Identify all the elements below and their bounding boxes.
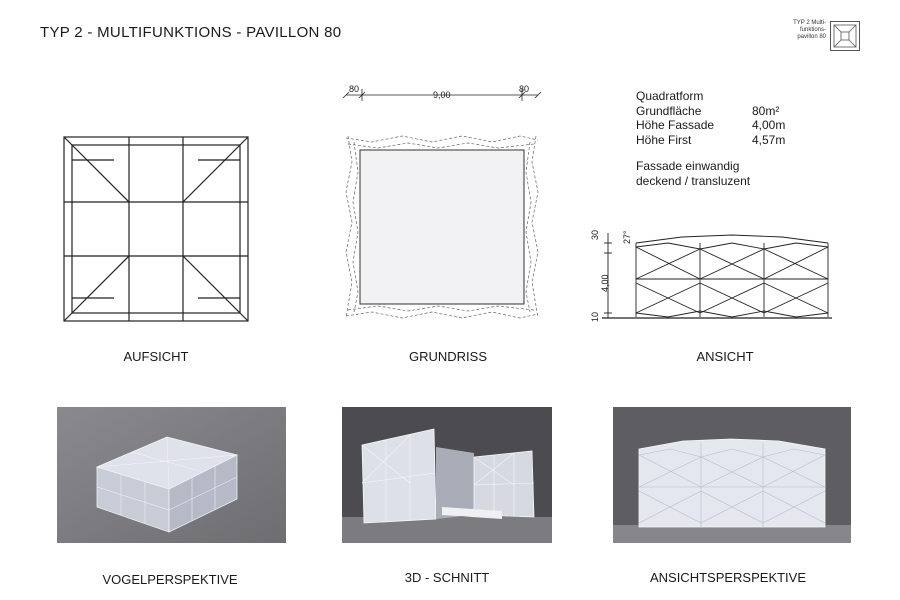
aufsicht-drawing <box>62 135 252 325</box>
spec-facade-2: deckend / transluzent <box>636 173 751 188</box>
ansicht-pavilion-render <box>613 407 851 543</box>
spec-label: Höhe First <box>636 132 692 147</box>
elev-dim-top: 30 <box>590 229 600 240</box>
dim-right: 80 <box>519 84 530 94</box>
badge-line-3: pavillon 80 <box>797 34 826 40</box>
caption-aufsicht: AUFSICHT <box>123 349 189 364</box>
spec-row <box>636 104 836 119</box>
specs-block <box>636 89 836 189</box>
badge-text <box>778 20 826 41</box>
page-title: TYP 2 - MULTIFUNKTIONS - PAVILLON 80 <box>40 24 342 41</box>
spec-label: Grundfläche <box>636 103 702 118</box>
caption-vogelperspektive: VOGELPERSPEKTIVE <box>102 572 238 587</box>
elev-dim-height: 4,00 <box>600 274 610 292</box>
render-ansichtsperspektive <box>613 407 851 543</box>
grundriss-drawing <box>342 132 542 322</box>
spec-value: 4,57m <box>752 132 786 147</box>
badge-line-2: funktions- <box>799 27 826 33</box>
badge-pavilion-icon <box>830 21 860 51</box>
type-badge <box>778 20 862 56</box>
schnitt-pavilion-render <box>342 407 552 543</box>
caption-ansicht: ANSICHT <box>696 349 754 364</box>
caption-ansichtsperspektive: ANSICHTSPERSPEKTIVE <box>649 570 807 585</box>
elev-dim-base: 10 <box>590 311 600 322</box>
spec-label: Höhe Fassade <box>636 118 715 132</box>
render-vogelperspektive <box>57 407 286 543</box>
spec-value: 4,00m <box>752 118 786 132</box>
badge-line-1: TYP 2 Multi- <box>793 20 826 26</box>
spec-shape: Quadratform <box>636 89 704 103</box>
dim-middle: 9,00 <box>433 90 451 100</box>
spec-row <box>636 133 836 148</box>
dim-left: 80 <box>349 84 360 94</box>
spec-facade-1: Fassade einwandig <box>636 159 740 173</box>
render-3d-schnitt <box>342 407 552 543</box>
badge-icon <box>830 21 860 51</box>
caption-grundriss: GRUNDRISS <box>408 349 487 364</box>
vogel-pavilion-render <box>57 407 286 543</box>
elev-dim-roof: 27° <box>622 230 632 244</box>
caption-3d-schnitt: 3D - SCHNITT <box>404 570 490 585</box>
spec-value: 80m² <box>752 103 780 118</box>
spec-row <box>636 118 836 133</box>
